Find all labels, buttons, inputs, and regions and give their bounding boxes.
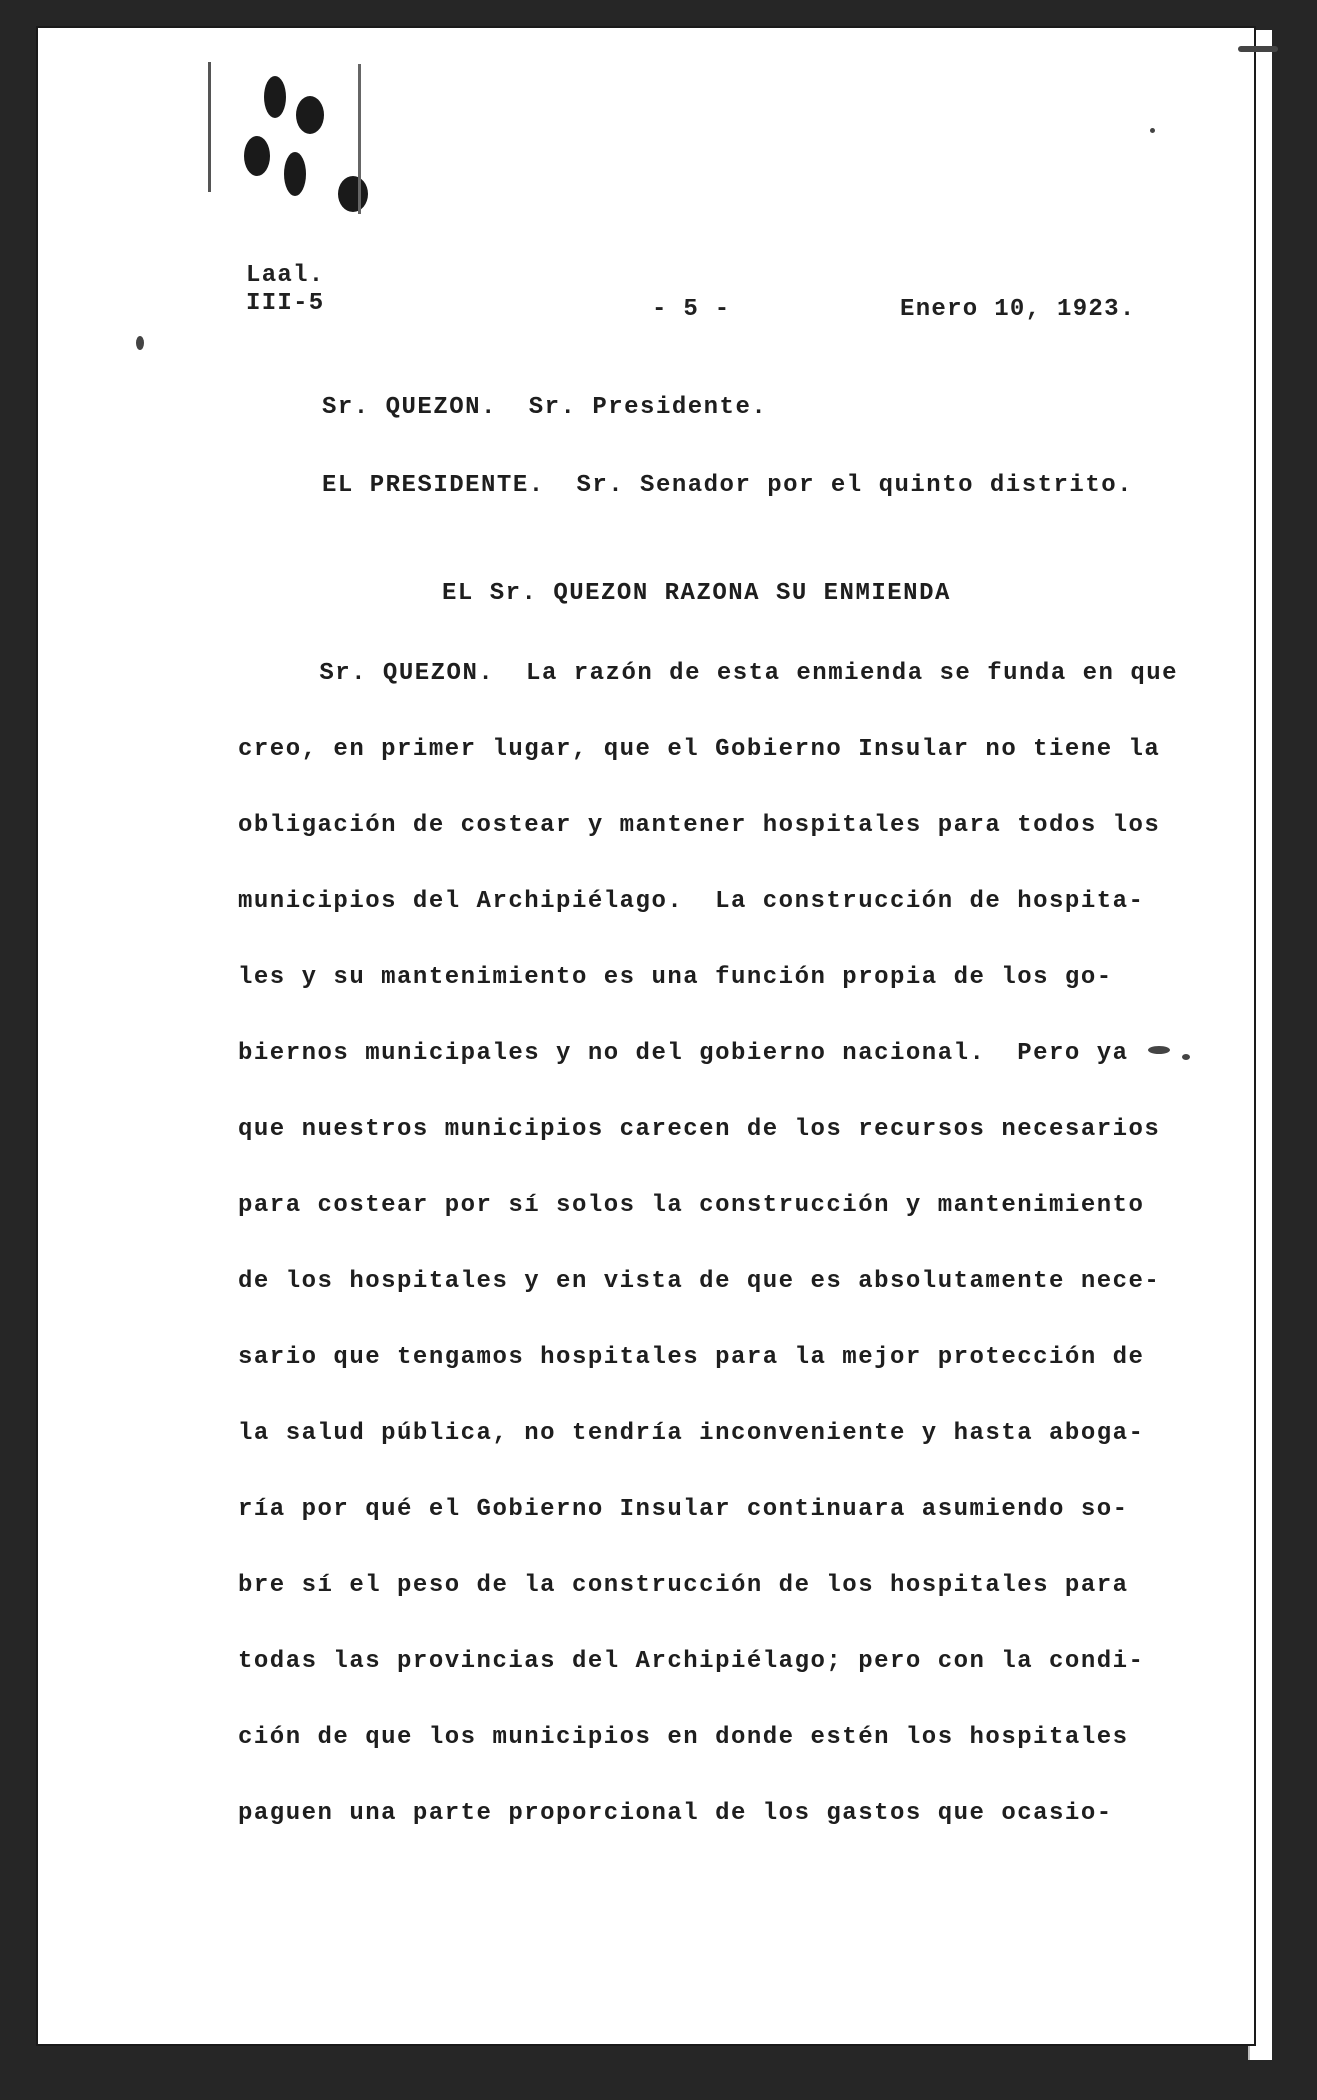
document-date: Enero 10, 1923. xyxy=(900,296,1136,323)
binding-mark xyxy=(208,62,211,192)
body-line: bre sí el peso de la construcción de los hospitales para xyxy=(238,1572,1129,1599)
body-line: todas las provincias del Archipiélago; pero con la condi- xyxy=(238,1648,1145,1675)
body-line: de los hospitales y en vista de que es absolutamente nece- xyxy=(238,1268,1161,1295)
ink-speck xyxy=(1182,1054,1190,1060)
body-line: ción de que los municipios en donde estén los hospitales xyxy=(238,1724,1129,1751)
dialogue-line-quezon: Sr. QUEZON. Sr. Presidente. xyxy=(322,394,768,421)
ink-speck xyxy=(1148,1046,1170,1054)
body-line: ría por qué el Gobierno Insular continuara asumiendo so- xyxy=(238,1496,1129,1523)
document-page xyxy=(36,26,1256,2046)
ink-speck xyxy=(1150,128,1155,133)
body-line: que nuestros municipios carecen de los recursos necesarios xyxy=(238,1116,1161,1143)
page-number: - 5 - xyxy=(652,296,731,323)
body-line: creo, en primer lugar, que el Gobierno Insular no tiene la xyxy=(238,736,1161,763)
ink-speck xyxy=(1238,46,1278,52)
document-code-line2: III-5 xyxy=(246,290,325,317)
ink-blot xyxy=(338,176,368,212)
dialogue-line-presidente: EL PRESIDENTE. Sr. Senador por el quinto distrito. xyxy=(322,472,1134,499)
body-line: sario que tengamos hospitales para la mejor protección de xyxy=(238,1344,1145,1371)
ink-blot xyxy=(264,76,286,118)
binding-mark xyxy=(358,64,361,214)
body-line: municipios del Archipiélago. La construcción de hospita- xyxy=(238,888,1145,915)
body-line: Sr. QUEZON. La razón de esta enmienda se funda en que xyxy=(208,660,1179,687)
ink-blot xyxy=(296,96,324,134)
body-line: paguen una parte proporcional de los gastos que ocasio- xyxy=(238,1800,1113,1827)
body-line: les y su mantenimiento es una función propia de los go- xyxy=(238,964,1113,991)
ink-speck xyxy=(136,336,144,350)
body-line: para costear por sí solos la construcción y mantenimiento xyxy=(238,1192,1145,1219)
ink-blot xyxy=(244,136,270,176)
body-line: obligación de costear y mantener hospitales para todos los xyxy=(238,812,1161,839)
body-line: la salud pública, no tendría inconveniente y hasta aboga- xyxy=(238,1420,1145,1447)
section-heading: EL Sr. QUEZON RAZONA SU ENMIENDA xyxy=(442,580,951,607)
ink-blot xyxy=(284,152,306,196)
body-line: biernos municipales y no del gobierno nacional. Pero ya xyxy=(238,1040,1129,1067)
document-code-line1: Laal. xyxy=(246,262,325,289)
